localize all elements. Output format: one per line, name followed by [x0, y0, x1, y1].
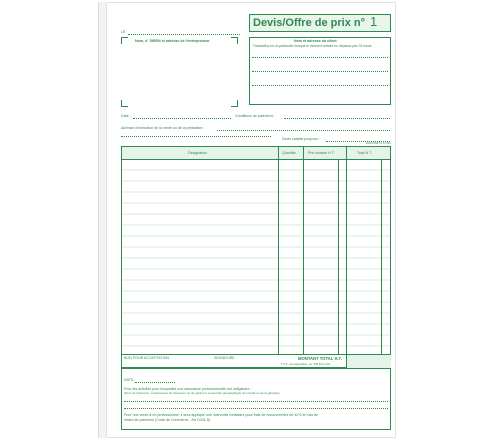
client-title: Nom et adresse du client — [294, 39, 337, 43]
corner-tr — [231, 37, 238, 44]
header-prix: Prix unitaire H.T. — [308, 151, 335, 155]
conditions-line — [284, 118, 390, 119]
assurance-line-2 — [124, 408, 388, 409]
validite-label: Devis valable jusqu'au : — [282, 137, 320, 141]
table-rows — [121, 159, 391, 354]
montant-label: MONTANT TOTAL H.T. — [298, 356, 342, 361]
total-cell-bg — [347, 355, 391, 368]
header-quantite: Quantité — [282, 151, 296, 155]
date-label: Date : — [121, 114, 131, 118]
table-header-bg — [122, 147, 390, 159]
adresse-line — [217, 130, 390, 131]
header-number: 1 — [370, 14, 378, 29]
corner-tl — [121, 37, 128, 44]
header-total: Total H.T. — [357, 151, 372, 155]
date-line — [133, 118, 231, 119]
entrepreneur-label: Nom, n° SIREN et adresse de l'entrepreneur — [135, 39, 210, 43]
corner-br — [231, 100, 238, 107]
client-line-2 — [252, 71, 388, 72]
header-title: Devis/Offre de prix n° — [253, 17, 365, 29]
date-footer-label: DATE : — [124, 378, 136, 382]
ref-label: EXACOMPTA 13 304 — [366, 142, 391, 145]
adresse-label: Adresse d'exécution de la vente ou de la prestation : — [121, 126, 205, 130]
indemnite-label: Pour une vente à un professionnel, il sera appliqué une indemnité forfaitaire pour frais de recouvrement de 40 € en cas de — [124, 413, 318, 417]
client-note: Facultatif pour un particulier lorsque le montant unitaire ne dépasse pas 76 euros — [253, 44, 372, 48]
conditions-label: Conditions de paiement : — [235, 114, 275, 118]
corner-bl — [121, 100, 128, 107]
bon-label: BON POUR ACCEPTATION — [124, 356, 169, 360]
client-line-1 — [252, 57, 388, 58]
header-designation: Désignation — [188, 151, 207, 155]
client-line-3 — [252, 85, 388, 86]
le-line — [128, 34, 240, 35]
signature-label: SIGNATURE — [214, 356, 235, 360]
assurance-line-1 — [124, 401, 388, 402]
assurance-sub: (Nom de l'assureur, coordonnées de l'assureur ou du garant et couverture géographique du contrat ou de la garantie) — [124, 391, 280, 395]
adresse-line-2 — [121, 136, 271, 137]
indemnite-label-2: retard de paiement (Code de Commerce - Art D441-5). — [124, 418, 212, 422]
assurance-label: Pour les activités pour lesquelles une assurance professionnelle est obligatoire : — [124, 387, 252, 391]
le-label: LE — [121, 30, 126, 34]
tva-label: T.V.A. non applicable, art. 293 B du CGI — [281, 362, 331, 366]
